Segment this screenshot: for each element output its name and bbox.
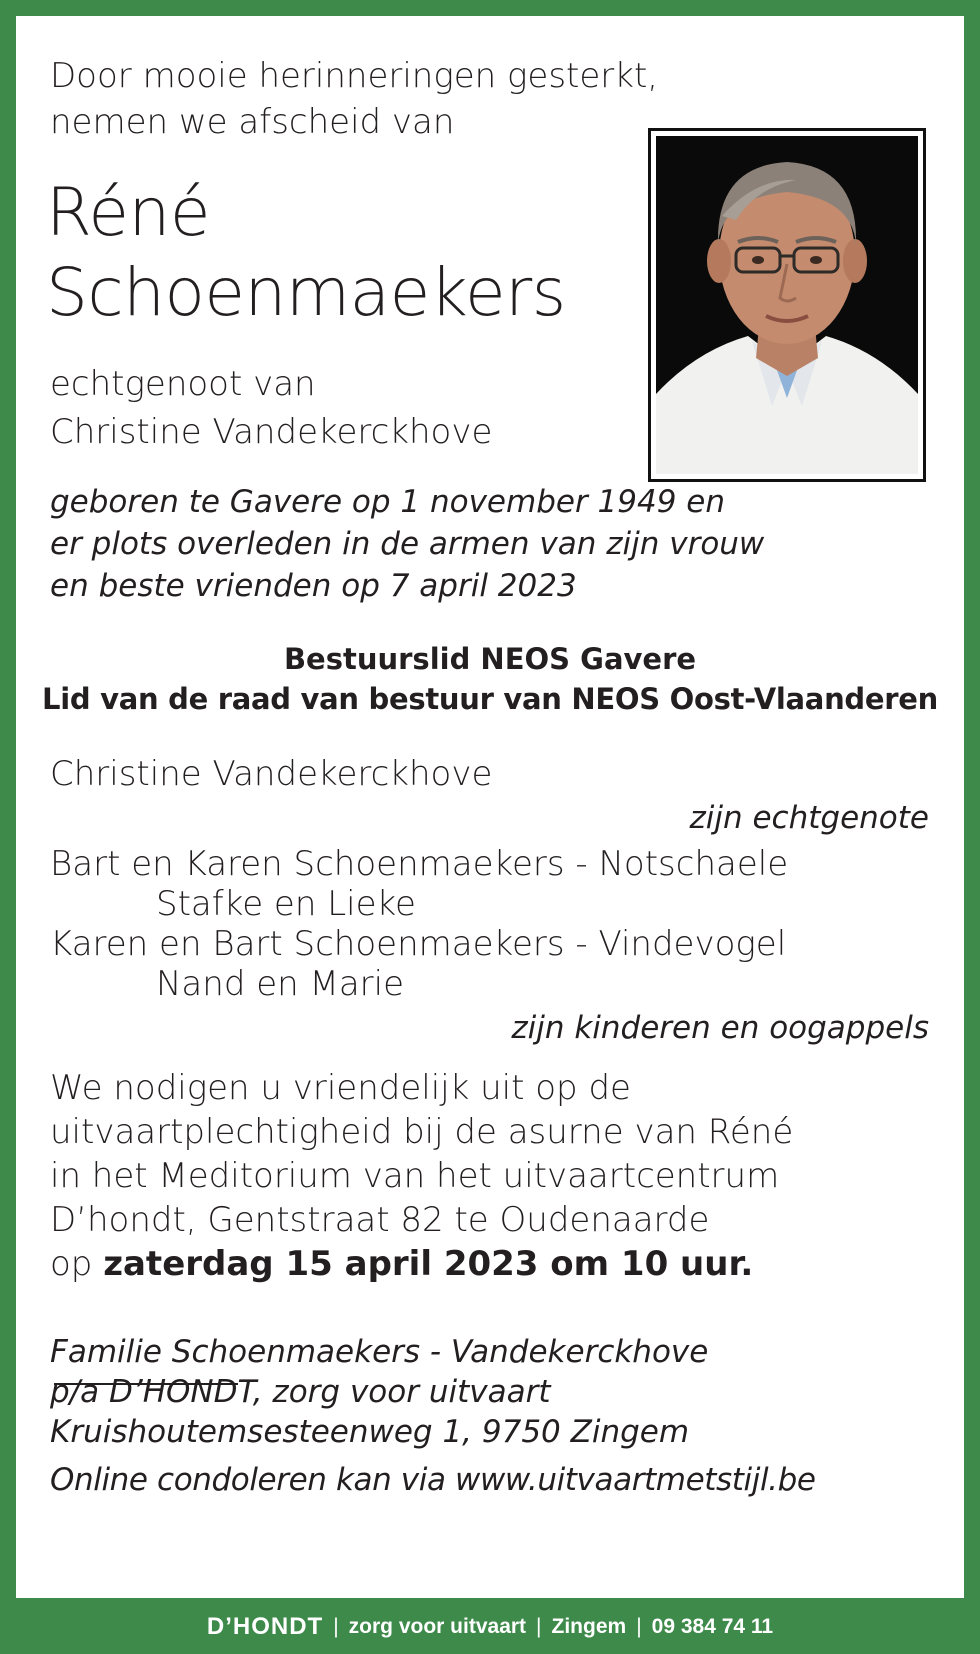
intro-line-2: nemen we afscheid van: [50, 102, 455, 142]
invitation-line-1: We nodigen u vriendelijk uit op de: [50, 1068, 631, 1108]
family-grandchildren-1: Stafke en Lieke: [156, 884, 416, 924]
birth-death-line-1: geboren te Gavere op 1 november 1949 en: [50, 484, 726, 520]
footer-phone: 09 384 74 11: [651, 1615, 774, 1638]
footer-separator: |: [636, 1615, 642, 1638]
spouse-label: echtgenoot van: [50, 364, 316, 404]
family-spouse-name: Christine Vandekerckhove: [50, 754, 493, 794]
contact-line-1: Familie Schoenmaekers - Vandekerckhove: [50, 1334, 709, 1370]
online-condolence: Online condoleren kan via www.uitvaartmetstijl.be: [50, 1462, 816, 1498]
birth-death-line-2: er plots overleden in de armen van zijn vrouw: [50, 526, 765, 562]
invitation-date: zaterdag 15 april 2023 om 10 uur.: [103, 1244, 754, 1284]
invitation-line-2: uitvaartplechtigheid bij de asurne van Réné: [50, 1112, 794, 1152]
footer-town: Zingem: [551, 1615, 627, 1638]
invitation-date-prefix: op: [50, 1244, 93, 1284]
family-children-role: zijn kinderen en oogappels: [511, 1010, 929, 1046]
deceased-last-name: Schoenmaekers: [46, 254, 566, 331]
footer-tagline: zorg voor uitvaart: [348, 1615, 527, 1638]
deceased-first-name: Réné: [46, 174, 210, 251]
family-child-1: Bart en Karen Schoenmaekers - Notschaele: [50, 844, 789, 884]
spouse-name: Christine Vandekerckhove: [50, 412, 493, 452]
portrait-photo: [656, 136, 918, 474]
invitation-line-5: [50, 1244, 753, 1284]
footer-bar: [0, 1600, 980, 1654]
obituary-card: [16, 16, 964, 1598]
family-grandchildren-2: Nand en Marie: [156, 964, 404, 1004]
contact-line-3: Kruishoutemsesteenweg 1, 9750 Zingem: [50, 1414, 690, 1450]
role-line-2: Lid van de raad van bestuur van NEOS Oost-Vlaanderen: [42, 682, 938, 716]
family-child-2: Karen en Bart Schoenmaekers - Vindevogel: [50, 924, 787, 964]
birth-death-line-3: en beste vrienden op 7 april 2023: [50, 568, 577, 604]
portrait-photo-frame: [648, 128, 926, 482]
footer-separator: |: [333, 1615, 339, 1638]
footer-brand: D’HONDT: [206, 1613, 324, 1640]
contact-line-2: p/a D’HONDT, zorg voor uitvaart: [50, 1374, 551, 1410]
intro-line-1: Door mooie herinneringen gesterkt,: [50, 56, 659, 96]
family-spouse-role: zijn echtgenote: [689, 800, 929, 836]
role-line-1: Bestuurslid NEOS Gavere: [283, 642, 697, 676]
invitation-line-4: D’hondt, Gentstraat 82 te Oudenaarde: [50, 1200, 710, 1240]
invitation-line-3: in het Meditorium van het uitvaartcentrum: [50, 1156, 780, 1196]
footer-separator: |: [536, 1615, 542, 1638]
